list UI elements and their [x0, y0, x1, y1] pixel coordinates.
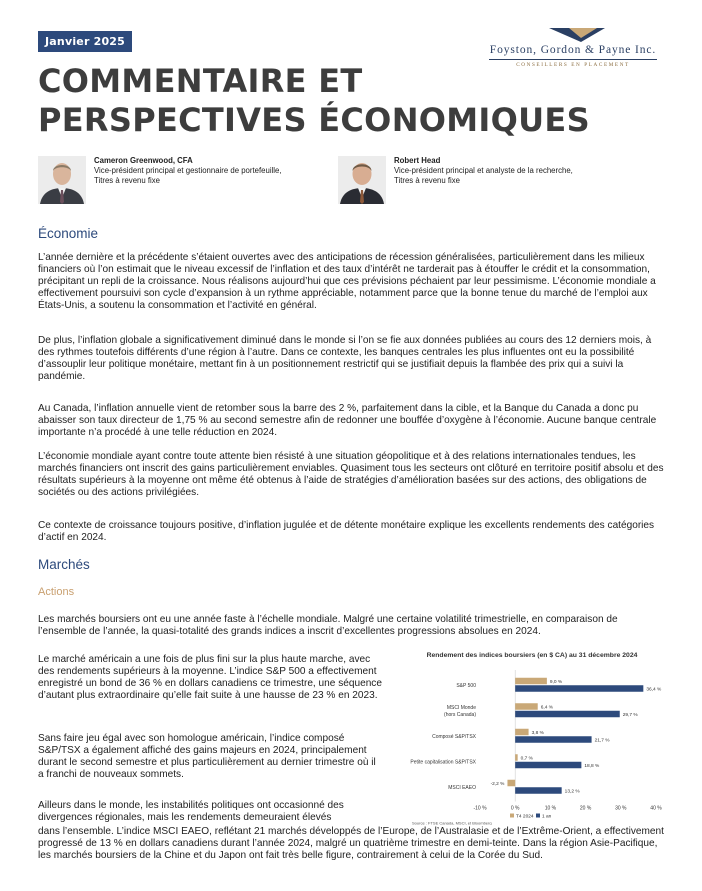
data-label: 18,8 %: [584, 763, 600, 769]
category-label: (hors Canada): [444, 711, 476, 718]
tick-label: 0 %: [510, 805, 520, 812]
author-1-info: [94, 156, 334, 186]
subheading-actions: Actions: [38, 586, 75, 598]
bar-q4: [507, 780, 515, 787]
data-label: 13,2 %: [564, 789, 580, 795]
title-line-2: PERSPECTIVES ÉCONOMIQUES: [38, 101, 590, 139]
bar-q4: [515, 678, 547, 685]
category-label: Composé S&P/TSX: [432, 733, 476, 740]
firm-name: Foyston, Gordon & Payne Inc.: [489, 44, 657, 56]
bar-annual: [515, 685, 643, 692]
category-label: Petite capitalisation S&P/TSX: [410, 759, 476, 766]
paragraph-marches-world-1: Ailleurs dans le monde, les instabilités politiques ont occasionné des divergences régionales, mais les rendements demeuraient élevés: [38, 800, 344, 823]
tick-label: -10 %: [473, 805, 487, 812]
bar-q4: [515, 703, 538, 710]
author-1-role: Vice-président principal et gestionnaire de portefeuille,: [94, 166, 282, 175]
data-label: 3,8 %: [531, 730, 544, 736]
author-2-name: Robert Head: [394, 156, 441, 165]
paragraph-economie-4: L’économie mondiale ayant contre toute attente bien résisté à une situation géopolitique et à des relations internationales tendues, les marchés financiers ont inscrit des gains particulièrement enviables. Quasiment tous les secteurs ont clôturé en territoire positif absolu et des résultats supérieurs à la moyenne ont même été obtenus à l’aide de stratégies d’amélioration basées sur des actions, des obligations de sociétés ou des actions privilégiées.: [38, 451, 664, 498]
data-label: 36,4 %: [646, 687, 662, 693]
paragraph-economie-5: Ce contexte de croissance toujours positive, d’inflation jugulée et de détente monétaire explique les excellents rendements des catégories d’actif en 2024.: [38, 520, 655, 543]
bar-annual: [515, 711, 620, 718]
paragraph-marches-world-2: dans l’ensemble. L’indice MSCI EAEO, reflétant 21 marchés développés de l’Europe, de l’Australasie et de l’Extrême-Orient, a effectivement progressé de 13 % en dollars canadiens durant l’année 2024, malgré un quatrième trimestre en demi-teinte. Dans la région Asie-Pacifique, les marchés boursiers de la Chine et du Japon ont fait très belle figure, contrairement à celui de la Corée du Sud.: [38, 826, 664, 861]
date-badge: Janvier 2025: [38, 31, 132, 52]
category-label: S&P 500: [456, 682, 476, 689]
legend-label: 1 an: [542, 814, 552, 820]
bar-annual: [515, 787, 561, 794]
chart-svg: [398, 650, 666, 825]
bar-q4: [515, 754, 517, 761]
tick-label: 20 %: [579, 805, 592, 812]
logo-mark-icon: [547, 26, 607, 44]
author-2-photo: [338, 156, 386, 204]
author-2-info: [394, 156, 634, 186]
paragraph-marches-canada: Sans faire jeu égal avec son homologue américain, l’indice composé S&P/TSX a également affiché des gains majeurs en 2024, principalement durant le second semestre et plus particulièrement au dernier trimestre où il a franchi de nouveaux sommets.: [38, 733, 376, 780]
paragraph-economie-3: Au Canada, l’inflation annuelle vient de retomber sous la barre des 2 %, parfaitement dans la cible, et la Banque du Canada a donc pu abaisser son taux directeur de 1,75 % au second semestre afin de redonner une bouffée d’oxygène à l’économie. Aucune banque centrale importante n’a procédé à une telle réduction en 2024.: [38, 403, 657, 438]
data-label: -2,2 %: [490, 781, 505, 787]
page-title: [38, 62, 638, 140]
tick-label: 10 %: [544, 805, 557, 812]
legend-label: T4 2024: [516, 814, 534, 820]
tick-label: 30 %: [615, 805, 627, 812]
paragraph-economie-1: L’année dernière et la précédente s’étaient ouvertes avec des anticipations de récession généralisées, particulièrement dans les milieux financiers où l’on estimait que le niveau excessif de l’inflation et des taux d’intérêt ne tarderait pas à étouffer le crédit et la consommation, précipitant un repli de la croissance. Nous réalisons aujourd’hui que ces prévisions péchaient par leur pessimisme. L’économie mondiale a effectivement poursuivi son cycle d’expansion à un rythme appréciable, notamment parce que la bonne tenue du marché de l’emploi aux États-Unis, a soutenu la consommation et l’activité en général.: [38, 252, 656, 311]
tick-label: 40 %: [650, 805, 662, 812]
paragraph-marches-us: Le marché américain a une fois de plus fini sur la plus haute marche, avec des rendements supérieurs à la moyenne. L’indice S&P 500 a effectivement enregistré un bond de 36 % en dollars canadiens ce trimestre, une séquence d’autant plus extraordinaire qu’elle fait suite à une hausse de 23 % en 2023.: [38, 654, 382, 701]
data-label: 6,4 %: [540, 705, 554, 711]
firm-tagline: CONSEILLERS EN PLACEMENT: [516, 62, 630, 68]
legend-swatch: [536, 814, 540, 818]
author-2-role-2: Titres à revenu fixe: [394, 176, 461, 185]
category-label: MSCI Monde: [446, 704, 476, 711]
chart-source: Source : FTSE Canada, MSCI, et Bloomberg: [412, 820, 492, 825]
data-label: 21,7 %: [594, 738, 610, 744]
paragraph-economie-2: De plus, l’inflation globale a significativement diminué dans le monde si l’on se fie aux données publiées au cours des 12 derniers mois, à des rythmes toutefois différents d’une région à l’autre. Dans ce contexte, les banques centrales les plus influentes ont eu la possibilité d’assouplir leur politique monétaire, mettant fin à un positionnement restrictif qui se justifiait depuis la flambée des prix qui a suivi la pandémie.: [38, 335, 652, 382]
data-label: 29,7 %: [622, 712, 638, 718]
section-heading-marches: Marchés: [38, 557, 90, 572]
category-label: MSCI EAEO: [448, 784, 476, 791]
title-line-1: COMMENTAIRE ET: [38, 62, 363, 100]
returns-chart: [398, 650, 666, 825]
data-label: 9,0 %: [549, 679, 563, 685]
author-1-role-2: Titres à revenu fixe: [94, 176, 161, 185]
chart-title: Rendement des indices boursiers (en $ CA) au 31 décembre 2024: [426, 652, 638, 659]
bar-annual: [515, 736, 591, 743]
legend-swatch: [510, 814, 514, 818]
bar-q4: [515, 729, 528, 736]
section-heading-economie: Économie: [38, 226, 99, 241]
bar-annual: [515, 762, 581, 769]
data-label: 0,7 %: [520, 756, 533, 762]
author-1-name: Cameron Greenwood, CFA: [94, 156, 193, 165]
author-2-role: Vice-président principal et analyste de la recherche,: [394, 166, 573, 175]
author-1-photo: [38, 156, 86, 204]
paragraph-marches-intro: Les marchés boursiers ont eu une année faste à l’échelle mondiale. Malgré une certaine volatilité trimestrielle, en comparaison de l’ensemble de l’année, la quasi-totalité des grands indices a inscrit d’excellentes progressions absolues en 2024.: [38, 614, 618, 637]
logo-divider: [489, 59, 657, 60]
